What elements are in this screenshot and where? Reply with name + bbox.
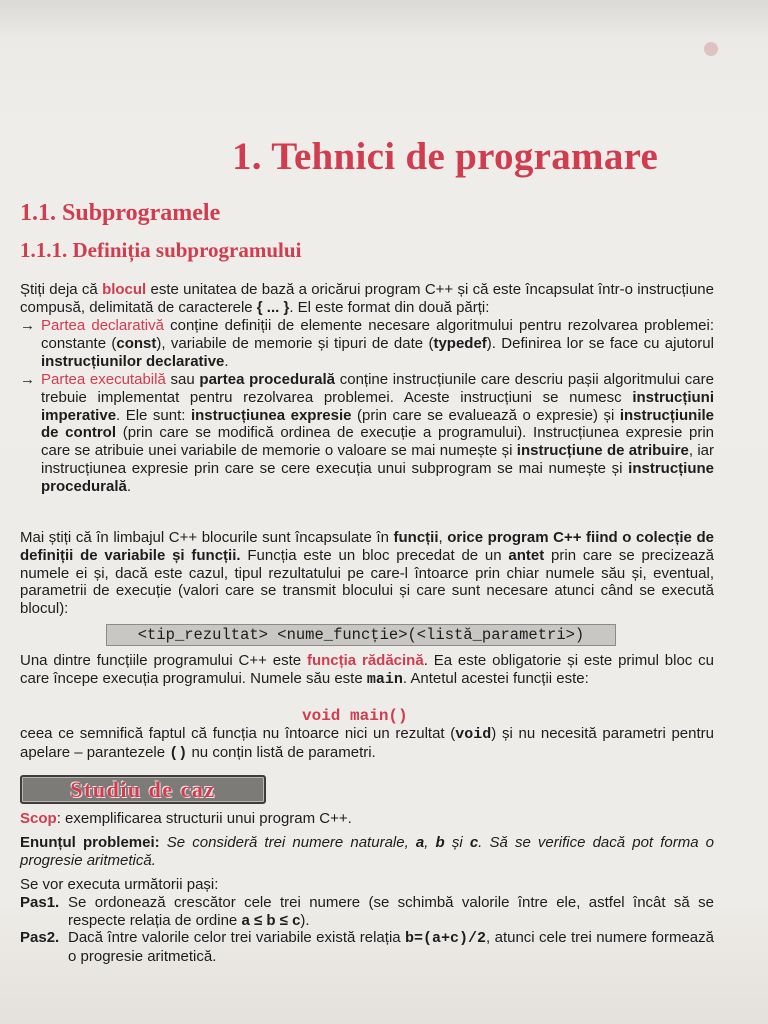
executable-part-item — [20, 371, 714, 496]
void-keyword: void — [455, 726, 492, 743]
chapter-number: 1. — [232, 135, 262, 178]
pas1-relation: a ≤ b ≤ c — [241, 911, 301, 929]
steps-intro: Se vor executa următorii pași: — [20, 876, 219, 893]
scop-label: Scop — [20, 810, 57, 827]
chapter-title-text: Tehnici de programare — [271, 135, 659, 178]
bleed-through-mark — [704, 42, 718, 56]
term-functia-radacina: funcția rădăcină — [306, 652, 424, 669]
meaning-paragraph: ceea ce semnifică faptul că funcția nu întoarce nici un rezultat (void) și nu necesită parametri pentru apelare – parantezele () nu conțin listă de parametri. — [20, 725, 714, 762]
subsection-title: Definiția subprogramului — [72, 238, 302, 262]
parens-code: () — [169, 744, 188, 762]
section-number: 1.1. — [20, 200, 56, 226]
list-item: Pas2. Dacă între valorile celor trei variabile există relația b=(a+c)/2, atunci cele trei numere formează o progresie aritmetică. — [20, 929, 714, 965]
arrow-icon: → — [20, 371, 35, 388]
braces: { ... } — [256, 298, 290, 316]
pas2-relation: b=(a+c)/2 — [405, 930, 487, 947]
pas1-label: Pas1. — [20, 894, 60, 911]
term-partea-executabila: Partea executabilă — [41, 371, 166, 388]
intro-paragraph: Știți deja că blocul este unitatea de bază a oricărui program C++ și că este încapsulat într-o instrucțiune compusă, delimitată de caracterele { ... }. El este format din două părți: — [20, 281, 714, 316]
section-title: Subprogramele — [62, 200, 221, 226]
arrow-icon: → — [20, 317, 35, 334]
enunt-label: Enunțul problemei: — [20, 834, 160, 851]
subsection-number: 1.1.1. — [20, 238, 68, 262]
step-1 — [20, 894, 714, 930]
list-item: → Partea declarativă conține definiții de elemente necesare algoritmului pentru rezolvarea problemei: constante (const), variabile de memorie și tipuri de date (typedef). Definirea lor se face cu ajutorul instrucțiunilor declarative. — [20, 317, 714, 370]
main-keyword: main — [366, 670, 403, 688]
functions-paragraph: Mai știți că în limbajul C++ blocurile sunt încapsulate în funcții, orice program C++ fiind o colecție de definiții de variabile și funcții. Funcția este un bloc precedat de un antet prin care se precizează numele ei și, dacă este cazul, tipul rezultatului pe care-l întoarce prin chiar numele său și, eventual, parametrii de execuție (valori care se transmit blocului și care sunt necesare atunci când se execută blocul): — [20, 529, 715, 618]
list-item: → Partea executabilă sau partea procedurală conține instrucțiunile care descriu pașii algoritmului care trebuie implementat pentru rezolvarea problemei. Aceste instrucțiuni se numesc instrucțiuni imperative. Ele sunt: instrucțiunea expresie (prin care se evaluează o expresie) și instrucțiunile de control (prin care se modifică ordinea de execuție a programului). Instrucțiunea expresie prin care se atribuie unei variabile de memorie o valoare se mai numește și instrucțiune de atribuire, iar instrucțiunea expresie prin care se cere execuția unui subprogram se mai numește și instrucțiune procedurală. — [20, 371, 715, 495]
subsection-heading — [20, 238, 301, 263]
chapter-title — [232, 134, 658, 179]
root-function-paragraph: Una dintre funcțiile programului C++ este funcția rădăcină. Ea este obligatorie și este primul bloc cu care începe execuția programului. Numele său este main. Antetul acestei funcții este: — [20, 652, 715, 688]
step-2 — [20, 929, 714, 966]
term-partea-declarativa: Partea declarativă — [41, 317, 164, 334]
main-header-code: void main() — [302, 707, 408, 725]
section-heading — [20, 200, 220, 227]
scope-line: Scop: exemplificarea structurii unui program C++. — [20, 810, 352, 827]
term-blocul: blocul — [102, 281, 147, 298]
problem-statement: Enunțul problemei: Se consideră trei numere naturale, a, b și c. Să se verifice dacă pot forma o progresie aritmetică. — [20, 834, 715, 869]
pas2-label: Pas2. — [20, 929, 60, 946]
function-header-syntax: <tip_rezultat> <nume_funcție>(<listă_parametri>) — [106, 624, 616, 646]
case-study-badge: Studiu de caz — [20, 775, 266, 804]
declarative-part-item — [20, 317, 714, 370]
list-item: Pas1. Se ordonează crescător cele trei numere (se schimbă valorile între ele, astfel încât să se respecte relația de ordine a ≤ b ≤ c). — [20, 894, 714, 929]
